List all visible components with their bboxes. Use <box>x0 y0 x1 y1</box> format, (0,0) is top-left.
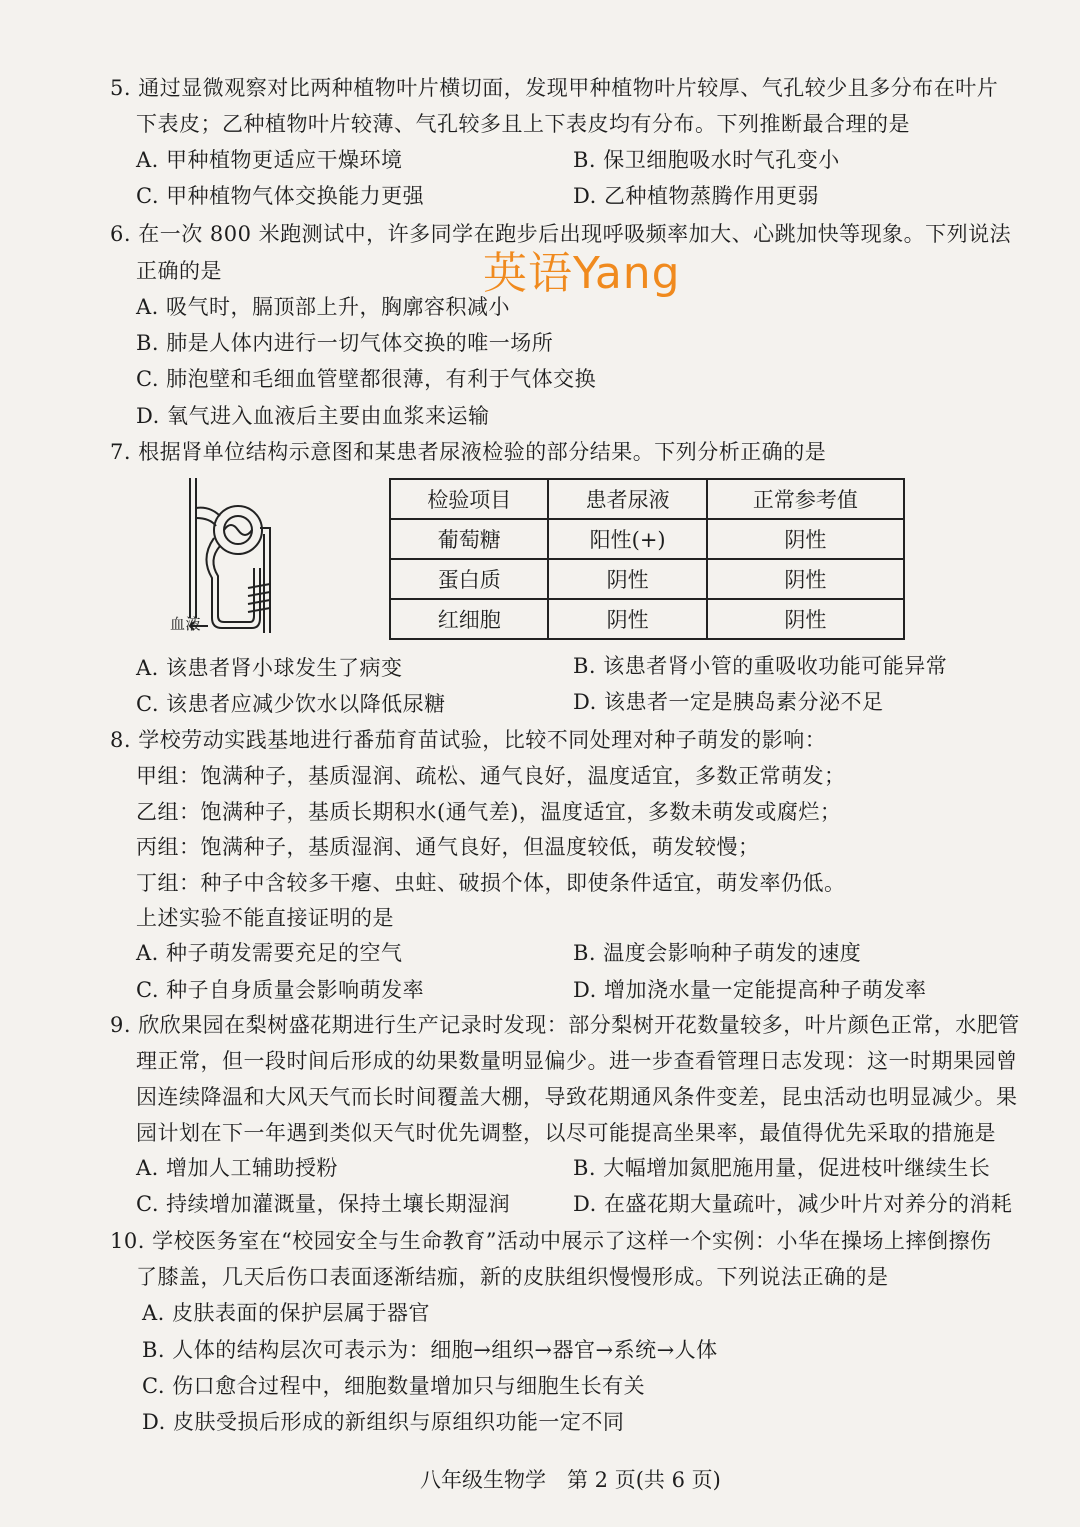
table-cell: 蛋白质 <box>390 559 548 599</box>
q8-group-3: 丙组：饱满种子，基质湿润、通气良好，但温度较低，萌发较慢； <box>136 835 760 859</box>
diagram-label-blood: 血液 <box>170 615 202 633</box>
q5-option-b: B. 保卫细胞吸水时气孔变小 <box>573 148 840 172</box>
q10-stem-line2: 了膝盖，几天后伤口表面逐渐结痂，新的皮肤组织慢慢形成。下列说法正确的是 <box>136 1265 889 1289</box>
q9-option-a: A. 增加人工辅助授粉 <box>136 1156 339 1180</box>
q5-stem-line2: 下表皮；乙种植物叶片较薄、气孔较多且上下表皮均有分布。下列推断最合理的是 <box>136 112 910 136</box>
q9-option-d: D. 在盛花期大量疏叶，减少叶片对养分的消耗 <box>573 1192 1013 1216</box>
q8-group-1: 甲组：饱满种子，基质湿润、疏松、通气良好，温度适宜，多数正常萌发； <box>136 764 846 788</box>
q8-group-2: 乙组：饱满种子，基质长期积水(通气差)，温度适宜，多数未萌发或腐烂； <box>136 800 842 824</box>
table-header-row <box>390 479 904 519</box>
q7-option-b: B. 该患者肾小管的重吸收功能可能异常 <box>573 654 948 678</box>
q8-option-b: B. 温度会影响种子萌发的速度 <box>573 941 862 965</box>
q10-stem-line1: 10. 学校医务室在“校园安全与生命教育”活动中展示了这样一个实例：小华在操场上摔倒擦伤 <box>110 1229 992 1253</box>
table-cell: 红细胞 <box>390 599 548 639</box>
q5-stem-line1: 5. 通过显微观察对比两种植物叶片横切面，发现甲种植物叶片较厚、气孔较少且多分布在叶片 <box>110 76 999 100</box>
q7-option-a: A. 该患者肾小球发生了病变 <box>136 656 403 680</box>
q6-option-a: A. 吸气时，膈顶部上升，胸廓容积减小 <box>136 295 511 319</box>
q9-option-b: B. 大幅增加氮肥施用量，促进枝叶继续生长 <box>573 1156 991 1180</box>
table-cell: 阴性 <box>707 599 904 639</box>
table-row <box>390 519 904 559</box>
q8-stem: 8. 学校劳动实践基地进行番茄育苗试验，比较不同处理对种子萌发的影响： <box>110 728 827 752</box>
q7-option-c: C. 该患者应减少饮水以降低尿糖 <box>136 692 446 716</box>
watermark: 英语Yang <box>483 248 681 299</box>
q6-stem-line2: 正确的是 <box>136 259 222 283</box>
table-cell: 阳性(+) <box>548 519 706 559</box>
q10-option-b: B. 人体的结构层次可表示为：细胞→组织→器官→系统→人体 <box>142 1338 718 1362</box>
q10-option-c: C. 伤口愈合过程中，细胞数量增加只与细胞生长有关 <box>142 1374 646 1398</box>
table-cell: 葡萄糖 <box>390 519 548 559</box>
q9-stem-line4: 园计划在下一年遇到类似天气时优先调整，以尽可能提高坐果率，最值得优先采取的措施是 <box>136 1121 996 1145</box>
table-cell: 检验项目 <box>390 479 548 519</box>
q5-option-c: C. 甲种植物气体交换能力更强 <box>136 184 425 208</box>
table-cell: 阴性 <box>707 559 904 599</box>
table-row <box>390 559 904 599</box>
page-footer: 八年级生物学 第 2 页(共 6 页) <box>420 1468 721 1492</box>
q10-option-a: A. 皮肤表面的保护层属于器官 <box>142 1301 431 1325</box>
q9-option-c: C. 持续增加灌溉量，保持土壤长期湿润 <box>136 1192 511 1216</box>
q7-option-d: D. 该患者一定是胰岛素分泌不足 <box>573 690 884 714</box>
q5-option-d: D. 乙种植物蒸腾作用更弱 <box>573 184 819 208</box>
q6-stem-line1: 6. 在一次 800 米跑测试中，许多同学在跑步后出现呼吸频率加大、心跳加快等现象。下列说法 <box>110 222 1012 246</box>
q9-stem-line3: 因连续降温和大风天气而长时间覆盖大棚，导致花期通风条件变差，昆虫活动也明显减少。果 <box>136 1085 1018 1109</box>
q6-option-c: C. 肺泡壁和毛细血管壁都很薄，有利于气体交换 <box>136 367 597 391</box>
q8-option-d: D. 增加浇水量一定能提高种子萌发率 <box>573 978 927 1002</box>
q9-stem-line1: 9. 欣欣果园在梨树盛花期进行生产记录时发现：部分梨树开花数量较多，叶片颜色正常，水肥管 <box>110 1013 1020 1037</box>
q8-option-c: C. 种子自身质量会影响萌发率 <box>136 978 425 1002</box>
q10-option-d: D. 皮肤受损后形成的新组织与原组织功能一定不同 <box>142 1410 625 1434</box>
q9-stem-line2: 理正常，但一段时间后形成的幼果数量明显偏少。进一步查看管理日志发现：这一时期果园曾 <box>136 1049 1018 1073</box>
table-cell: 正常参考值 <box>707 479 904 519</box>
table-cell: 阴性 <box>548 599 706 639</box>
urine-test-table <box>389 478 905 640</box>
q8-group-4: 丁组：种子中含较多干瘪、虫蛀、破损个体，即使条件适宜，萌发率仍低。 <box>136 871 846 895</box>
table-cell: 阴性 <box>707 519 904 559</box>
q6-option-b: B. 肺是人体内进行一切气体交换的唯一场所 <box>136 331 554 355</box>
q8-option-a: A. 种子萌发需要充足的空气 <box>136 941 403 965</box>
q8-ask: 上述实验不能直接证明的是 <box>136 906 394 930</box>
table-row <box>390 599 904 639</box>
q6-option-d: D. 氧气进入血液后主要由血浆来运输 <box>136 404 490 428</box>
table-cell: 阴性 <box>548 559 706 599</box>
q7-stem: 7. 根据肾单位结构示意图和某患者尿液检验的部分结果。下列分析正确的是 <box>110 440 827 464</box>
table-cell: 患者尿液 <box>548 479 706 519</box>
q5-option-a: A. 甲种植物更适应干燥环境 <box>136 148 403 172</box>
